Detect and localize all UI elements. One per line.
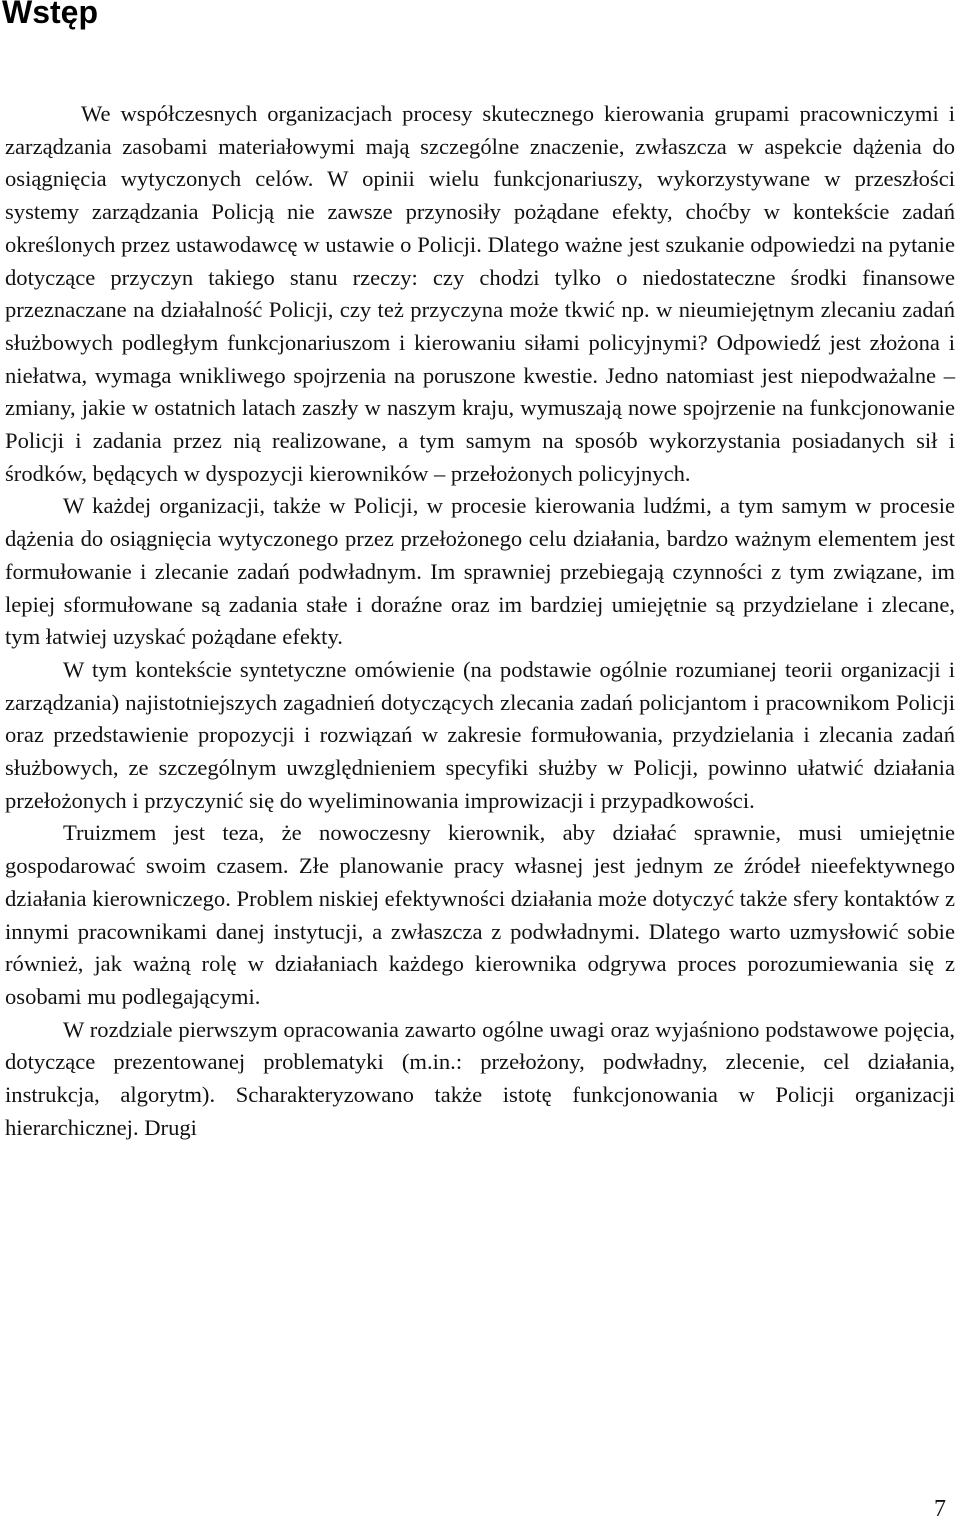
section-heading: Wstęp xyxy=(2,0,98,30)
page-number: 7 xyxy=(934,1496,946,1522)
paragraph-1: We współczesnych organizacjach procesy skutecznego kierowania grupami pracowniczymi i zarządzania zasobami materiałowymi mają szczególne znaczenie, zwłaszcza w aspekcie dążenia do osiągnięcia wytyczonych celów. W opinii wielu funkcjonariuszy, wykorzystywane w przeszłości systemy zarządzania Policją nie zawsze przynosiły pożądane efekty, choćby w kontekście zadań określonych przez ustawodawcę w ustawie o Policji. Dlatego ważne jest szukanie odpowiedzi na pytanie dotyczące przyczyn takiego stanu rzeczy: czy chodzi tylko o niedostateczne środki finansowe przeznaczane na działalność Policji, czy też przyczyna może tkwić np. w nieumiejętnym zlecaniu zadań służbowych podległym funkcjonariuszom i kierowaniu siłami policyjnymi? Odpowiedź jest złożona i niełatwa, wymaga wnikliwego spojrzenia na poruszone kwestie. Jedno natomiast jest niepodważalne – zmiany, jakie w ostatnich latach zaszły w naszym kraju, wymuszają nowe spojrzenie na funkcjonowanie Policji i zadania przez nią realizowane, a tym samym na sposób wykorzystania posiadanych sił i środków, będących w dyspozycji kierowników – przełożonych policyjnych. xyxy=(5,101,955,486)
paragraph-2: W każdej organizacji, także w Policji, w procesie kierowania ludźmi, a tym samym w procesie dążenia do osiągnięcia wytyczonego przez przełożonego celu działania, bardzo ważnym elementem jest formułowanie i zlecanie zadań podwładnym. Im sprawniej przebiegają czynności z tym związane, im lepiej sformułowane są zadania stałe i doraźne oraz im bardziej umiejętnie są przydzielane i zlecane, tym łatwiej uzyskać pożądane efekty. xyxy=(5,493,955,650)
paragraph-5: W rozdziale pierwszym opracowania zawarto ogólne uwagi oraz wyjaśniono podstawowe pojęcia, dotyczące prezentowanej problematyki (m.in.: przełożony, podwładny, zlecenie, cel działania, instrukcja, algorytm). Scharakteryzowano także istotę funkcjonowania w Policji organizacji hierarchicznej. Drugi xyxy=(5,1016,955,1140)
paragraph-3: W tym kontekście syntetyczne omówienie (na podstawie ogólnie rozumianej teorii organizacji i zarządzania) najistotniejszych zagadnień dotyczących zlecania zadań policjantom i pracownikom Policji oraz przedstawienie propozycji i rozwiązań w zakresie formułowania, przydzielania i zlecania zadań służbowych, ze szczególnym uwzględnieniem specyfiki służby w Policji, powinno ułatwić działania przełożonych i przyczynić się do wyeliminowania improwizacji i przypadkowości. xyxy=(5,656,955,813)
body-text xyxy=(5,98,955,1145)
paragraph-4: Truizmem jest teza, że nowoczesny kierownik, aby działać sprawnie, musi umiejętnie gospodarować swoim czasem. Złe planowanie pracy własnej jest jednym ze źródeł nieefektywnego działania kierowniczego. Problem niskiej efektywności działania może dotyczyć także sfery kontaktów z innymi pracownikami danej instytucji, a zwłaszcza z podwładnymi. Dlatego warto uzmysłowić sobie również, jak ważną rolę w działaniach każdego kierownika odgrywa proces porozumiewania się z osobami mu podlegającymi. xyxy=(5,820,955,1009)
